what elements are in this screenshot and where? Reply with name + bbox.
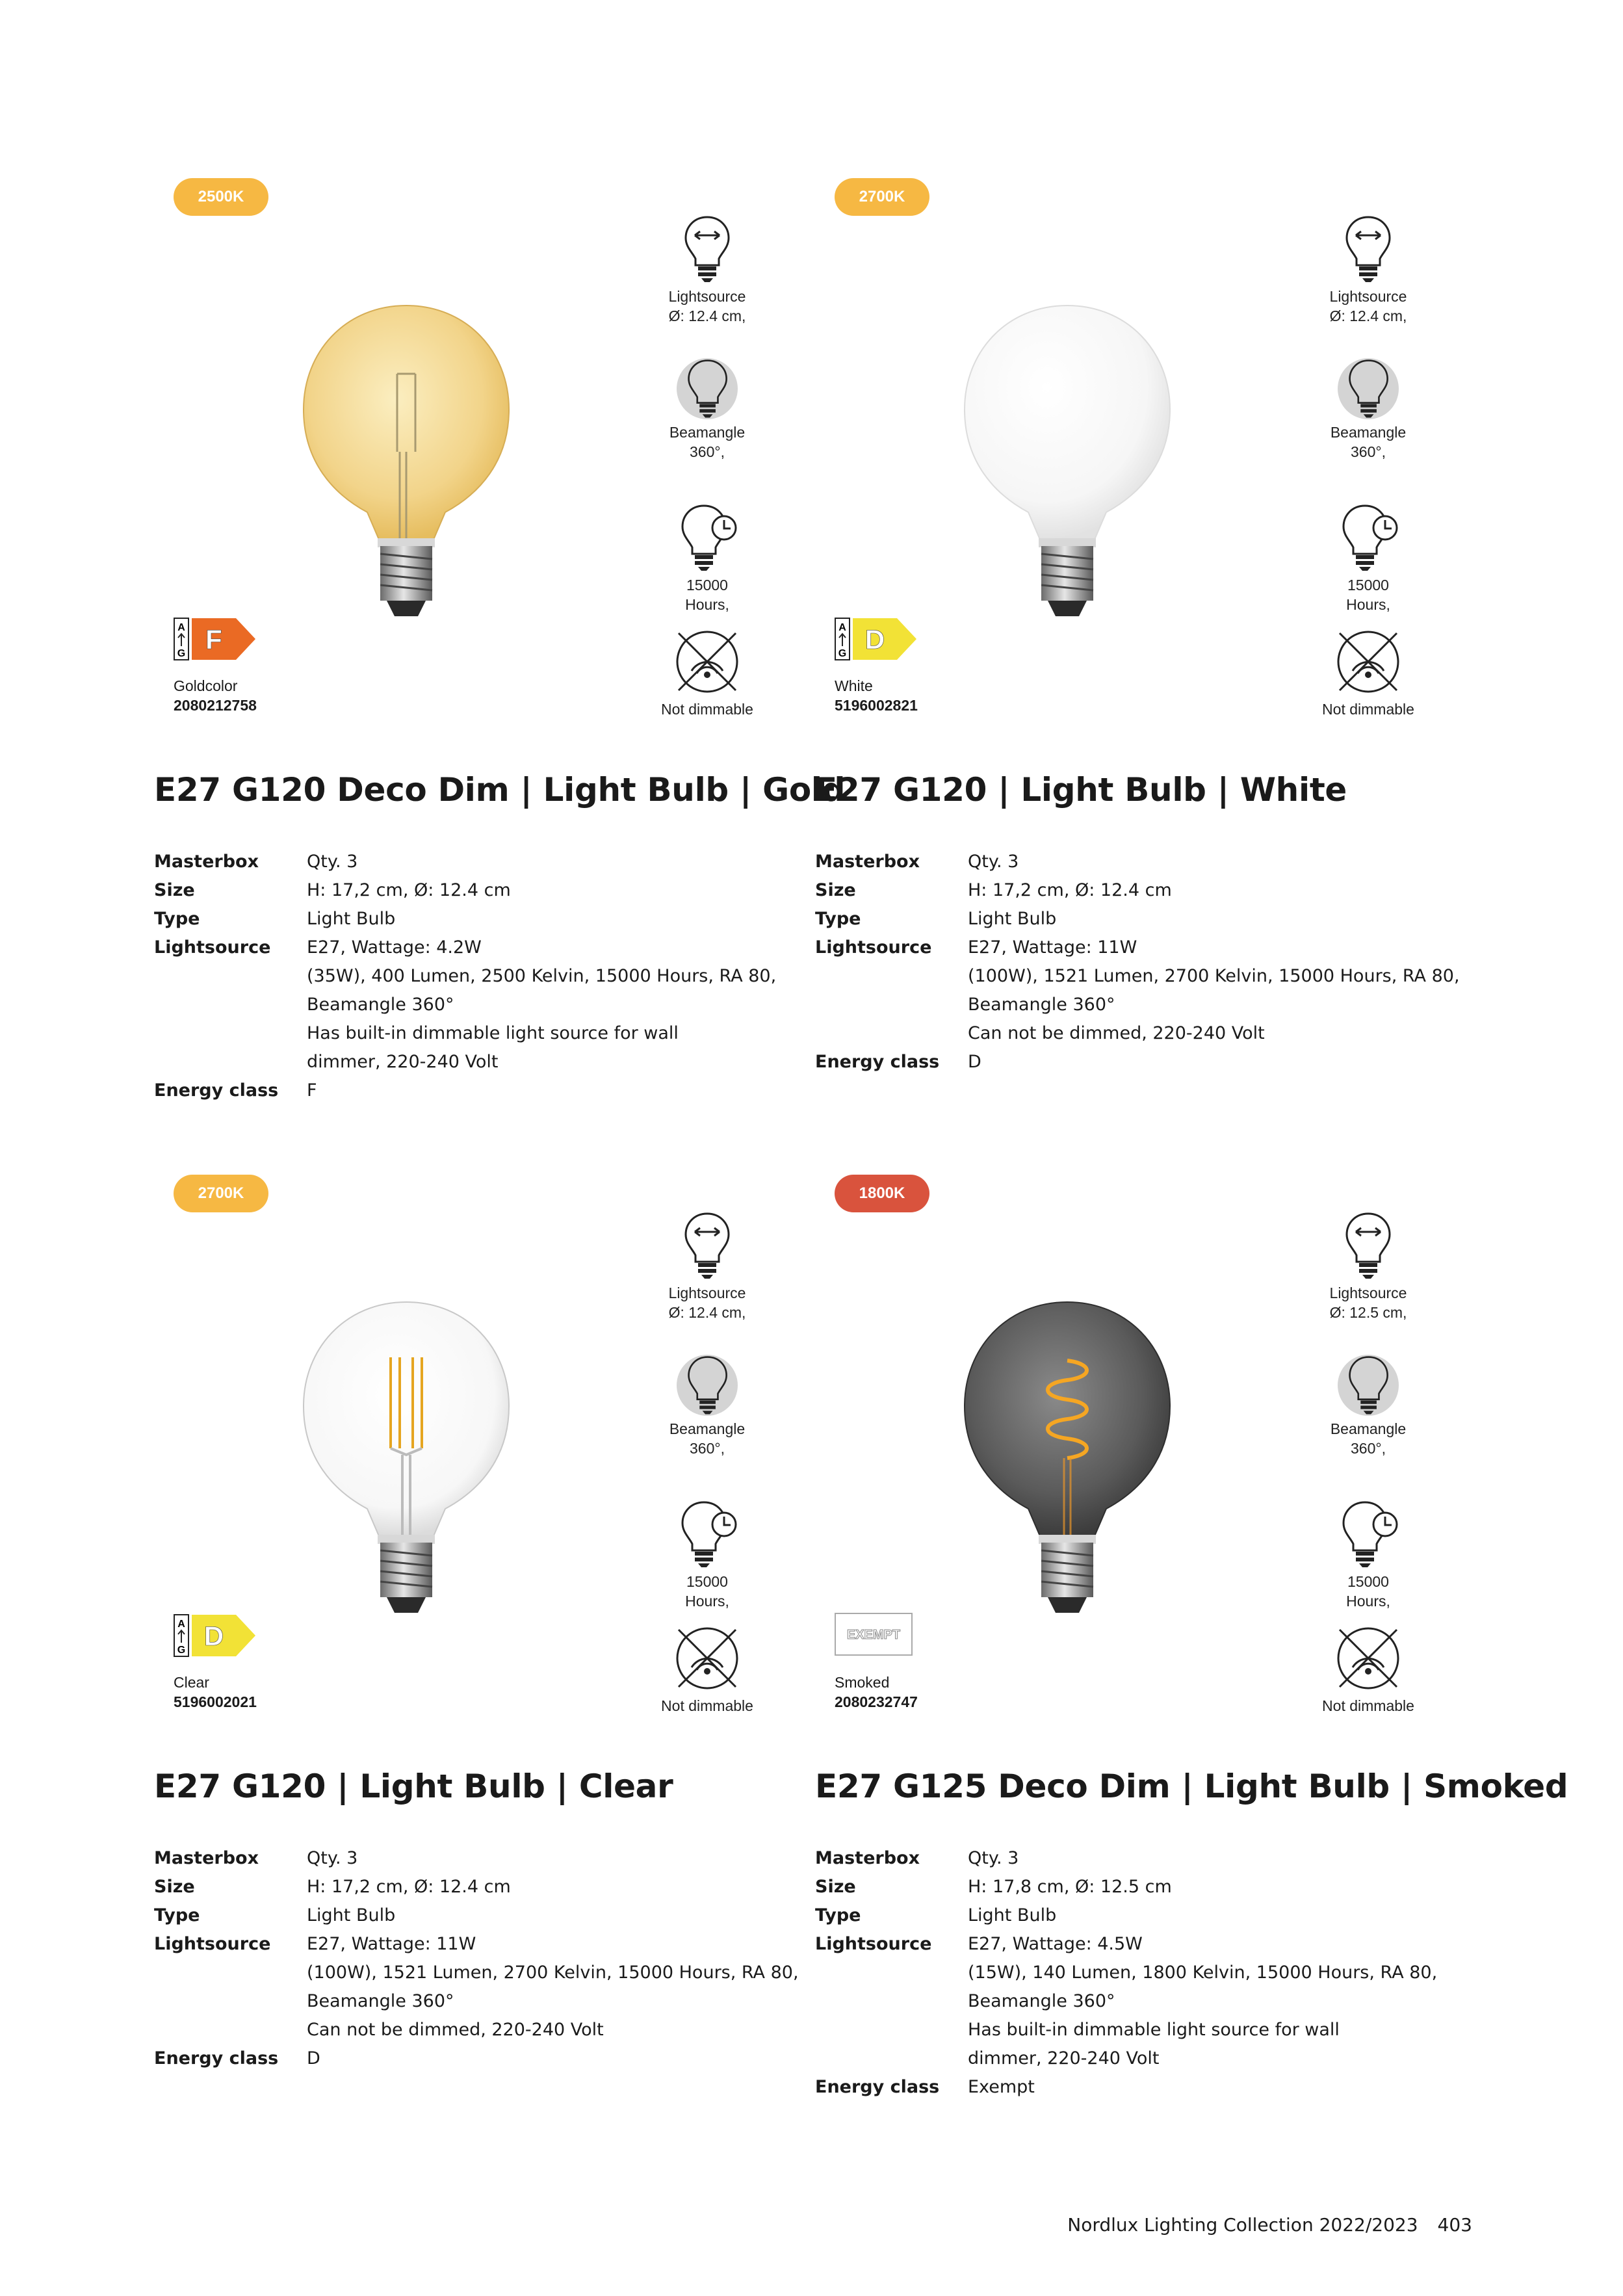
hours-caption: 15000 Hours, <box>685 577 729 613</box>
article-number: 2080212758 <box>174 697 257 714</box>
spec-label: Type <box>154 909 200 929</box>
spec-table <box>815 848 1465 1076</box>
spec-value: Qty. 3 <box>307 1848 358 1868</box>
spec-row <box>815 933 1465 1048</box>
spec-value: H: 17,2 cm, Ø: 12.4 cm <box>307 1877 511 1897</box>
spec-label: Type <box>815 909 861 929</box>
spec-value: E27, Wattage: 4.5W (15W), 140 Lumen, 1800 Kelvin, 15000 Hours, RA 80, Beamangle 360° Has built-in dimmable light source for wall dimmer, 220-240 Volt <box>968 1934 1438 2068</box>
spec-row <box>154 905 804 933</box>
energy-scale-top: A <box>177 1619 185 1630</box>
product-title: E27 G125 Deco Dim | Light Bulb | Smoked <box>815 1768 1568 1805</box>
footer-collection: Nordlux Lighting Collection 2022/2023 <box>1067 2214 1418 2236</box>
dimmable-icon-item <box>652 1624 762 1769</box>
product-title: E27 G120 | Light Bulb | White <box>815 771 1347 809</box>
beamangle-icon-item <box>652 354 762 498</box>
energy-scale-top: A <box>177 622 185 633</box>
lightsource-icon-item <box>1313 1206 1423 1350</box>
spec-label: Lightsource <box>815 937 932 958</box>
color-name: Goldcolor <box>174 677 238 694</box>
beamangle-caption: Beamangle 360°, <box>669 424 746 460</box>
spec-value: E27, Wattage: 11W (100W), 1521 Lumen, 2700 Kelvin, 15000 Hours, RA 80, Beamangle 360° Can not be dimmed, 220-240 Volt <box>307 1934 799 2040</box>
e27-base <box>1041 1543 1093 1613</box>
energy-scale-bottom: G <box>838 648 847 659</box>
spec-label: Masterbox <box>815 1848 920 1868</box>
spec-value: E27, Wattage: 11W (100W), 1521 Lumen, 2700 Kelvin, 15000 Hours, RA 80, Beamangle 360° Can not be dimmed, 220-240 Volt <box>968 937 1460 1043</box>
not-dimmable-icon <box>673 628 741 696</box>
energy-class-label <box>174 616 258 662</box>
energy-class-letter: F <box>205 624 222 655</box>
energy-exempt-label <box>835 1613 913 1656</box>
spec-row <box>154 876 804 905</box>
color-temperature-badge: 2500K <box>174 178 268 216</box>
dimmable-icon-item <box>1313 628 1423 772</box>
spec-row <box>815 1873 1465 1901</box>
dimmable-caption: Not dimmable <box>661 701 753 718</box>
page-footer <box>1067 2214 1472 2236</box>
dimmable-caption: Not dimmable <box>1322 701 1414 718</box>
page-number: 403 <box>1437 2214 1472 2236</box>
spec-value: Exempt <box>968 2077 1035 2097</box>
bulb-diameter-icon <box>1339 209 1397 284</box>
hours-icon-item <box>652 1494 762 1624</box>
spec-label: Energy class <box>815 1052 940 1072</box>
dimmable-caption: Not dimmable <box>1322 1697 1414 1714</box>
article-number: 5196002821 <box>835 697 918 714</box>
hours-caption: 15000 Hours, <box>1346 577 1390 613</box>
bulb-globe <box>965 306 1170 540</box>
beam-angle-icon <box>676 1354 738 1416</box>
not-dimmable-icon <box>1334 1624 1402 1692</box>
spec-label: Masterbox <box>815 852 920 872</box>
spec-row <box>815 876 1465 905</box>
beam-angle-icon <box>1337 1354 1399 1416</box>
bulb-photo <box>270 234 543 650</box>
spec-icons <box>652 209 762 772</box>
spec-value: D <box>968 1052 981 1072</box>
beamangle-caption: Beamangle 360°, <box>669 1420 746 1457</box>
product-card <box>814 169 1470 1144</box>
lightsource-caption: Lightsource Ø: 12.4 cm, <box>668 1285 746 1321</box>
hours-icon-item <box>652 498 762 628</box>
spec-row <box>154 933 804 1076</box>
spec-label: Energy class <box>154 1080 279 1101</box>
hours-caption: 15000 Hours, <box>685 1573 729 1610</box>
beamangle-icon-item <box>652 1350 762 1494</box>
spec-label: Lightsource <box>154 937 271 958</box>
spec-row <box>815 1901 1465 1930</box>
spec-label: Type <box>815 1905 861 1925</box>
spec-value: D <box>307 2048 320 2068</box>
bulb-photo <box>270 1231 543 1647</box>
spec-label: Masterbox <box>154 852 259 872</box>
spec-row <box>815 2073 1465 2102</box>
bulb-photo <box>931 234 1204 650</box>
bulb-diameter-icon <box>678 209 736 284</box>
spec-row <box>815 905 1465 933</box>
spec-label: Type <box>154 1905 200 1925</box>
spec-label: Masterbox <box>154 1848 259 1868</box>
spec-label: Size <box>154 1877 195 1897</box>
spec-label: Size <box>815 1877 856 1897</box>
spec-label: Lightsource <box>154 1934 271 1954</box>
bulb-image <box>270 234 543 650</box>
spec-value: E27, Wattage: 4.2W (35W), 400 Lumen, 2500 Kelvin, 15000 Hours, RA 80, Beamangle 360° Has built-in dimmable light source for wall dimmer, 220-240 Volt <box>307 937 777 1072</box>
lifetime-hours-icon <box>675 498 740 573</box>
energy-label <box>835 1613 913 1658</box>
spec-row <box>154 848 804 876</box>
spec-value: Light Bulb <box>968 1905 1057 1925</box>
hours-icon-item <box>1313 1494 1423 1624</box>
spec-value: H: 17,2 cm, Ø: 12.4 cm <box>307 880 511 900</box>
spec-value: Qty. 3 <box>968 1848 1019 1868</box>
energy-label <box>835 616 919 664</box>
not-dimmable-icon <box>1334 628 1402 696</box>
product-title: E27 G120 Deco Dim | Light Bulb | Gold <box>154 771 846 809</box>
color-temperature-badge: 2700K <box>174 1175 268 1212</box>
spec-row <box>154 2044 804 2073</box>
lightsource-caption: Lightsource Ø: 12.4 cm, <box>668 288 746 324</box>
beamangle-caption: Beamangle 360°, <box>1330 424 1407 460</box>
lightsource-icon-item <box>1313 209 1423 354</box>
product-card <box>814 1166 1568 2141</box>
energy-class-letter: EXEMPT <box>846 1628 901 1642</box>
spec-table <box>154 848 804 1105</box>
spec-row <box>154 1076 804 1105</box>
e27-base <box>380 1543 432 1613</box>
spec-value: Light Bulb <box>307 909 396 929</box>
dimmable-caption: Not dimmable <box>661 1697 753 1714</box>
spec-table <box>815 1844 1465 2102</box>
beamangle-icon-item <box>1313 1350 1423 1494</box>
spec-value: H: 17,8 cm, Ø: 12.5 cm <box>968 1877 1172 1897</box>
spec-value: Qty. 3 <box>307 852 358 872</box>
beamangle-icon-item <box>1313 354 1423 498</box>
spec-row <box>815 1048 1465 1076</box>
spec-label: Lightsource <box>815 1934 932 1954</box>
color-name: White <box>835 677 873 694</box>
product-card <box>153 169 846 1144</box>
bulb-photo <box>931 1231 1204 1647</box>
energy-label <box>174 616 258 664</box>
spec-icons <box>1313 1206 1423 1769</box>
hours-icon-item <box>1313 498 1423 628</box>
lifetime-hours-icon <box>675 1494 740 1569</box>
spec-value: F <box>307 1080 317 1101</box>
bulb-image <box>270 1231 543 1647</box>
beam-angle-icon <box>676 358 738 420</box>
spec-table <box>154 1844 804 2073</box>
spec-row <box>154 1873 804 1901</box>
spec-label: Size <box>154 880 195 900</box>
spec-row <box>154 1930 804 2044</box>
beamangle-caption: Beamangle 360°, <box>1330 1420 1407 1457</box>
lifetime-hours-icon <box>1336 498 1401 573</box>
spec-icons <box>652 1206 762 1769</box>
bulb-diameter-icon <box>1339 1206 1397 1281</box>
spec-label: Energy class <box>154 2048 279 2068</box>
energy-scale-bottom: G <box>177 648 186 659</box>
spec-value: Light Bulb <box>968 909 1057 929</box>
spec-row <box>154 1844 804 1873</box>
color-temperature-badge: 1800K <box>835 1175 929 1212</box>
dimmable-icon-item <box>1313 1624 1423 1769</box>
product-card <box>153 1166 809 2141</box>
bulb-diameter-icon <box>678 1206 736 1281</box>
lightsource-icon-item <box>652 1206 762 1350</box>
bulb-image <box>931 234 1204 650</box>
energy-scale-top: A <box>838 622 846 633</box>
spec-icons <box>1313 209 1423 772</box>
color-temperature-badge: 2700K <box>835 178 929 216</box>
energy-class-letter: D <box>864 624 885 655</box>
beam-angle-icon <box>1337 358 1399 420</box>
e27-base <box>1041 546 1093 616</box>
color-name: Clear <box>174 1674 209 1691</box>
energy-class-letter: D <box>203 1621 224 1651</box>
spec-row <box>154 1901 804 1930</box>
article-number: 5196002021 <box>174 1693 257 1710</box>
energy-label <box>174 1613 258 1661</box>
spec-row <box>815 1844 1465 1873</box>
lightsource-caption: Lightsource Ø: 12.4 cm, <box>1329 288 1407 324</box>
product-title: E27 G120 | Light Bulb | Clear <box>154 1768 673 1805</box>
article-number: 2080232747 <box>835 1693 918 1710</box>
hours-caption: 15000 Hours, <box>1346 1573 1390 1610</box>
spec-row <box>815 848 1465 876</box>
color-name: Smoked <box>835 1674 890 1691</box>
lightsource-caption: Lightsource Ø: 12.5 cm, <box>1329 1285 1407 1321</box>
spec-value: H: 17,2 cm, Ø: 12.4 cm <box>968 880 1172 900</box>
energy-class-label <box>174 1613 258 1658</box>
not-dimmable-icon <box>673 1624 741 1692</box>
lightsource-icon-item <box>652 209 762 354</box>
spec-value: Qty. 3 <box>968 852 1019 872</box>
dimmable-icon-item <box>652 628 762 772</box>
bulb-globe <box>304 1302 509 1536</box>
energy-scale-bottom: G <box>177 1645 186 1656</box>
energy-class-label <box>835 616 919 662</box>
spec-row <box>815 1930 1465 2073</box>
spec-label: Energy class <box>815 2077 940 2097</box>
lifetime-hours-icon <box>1336 1494 1401 1569</box>
spec-value: Light Bulb <box>307 1905 396 1925</box>
bulb-image <box>931 1231 1204 1647</box>
e27-base <box>380 546 432 616</box>
spec-label: Size <box>815 880 856 900</box>
